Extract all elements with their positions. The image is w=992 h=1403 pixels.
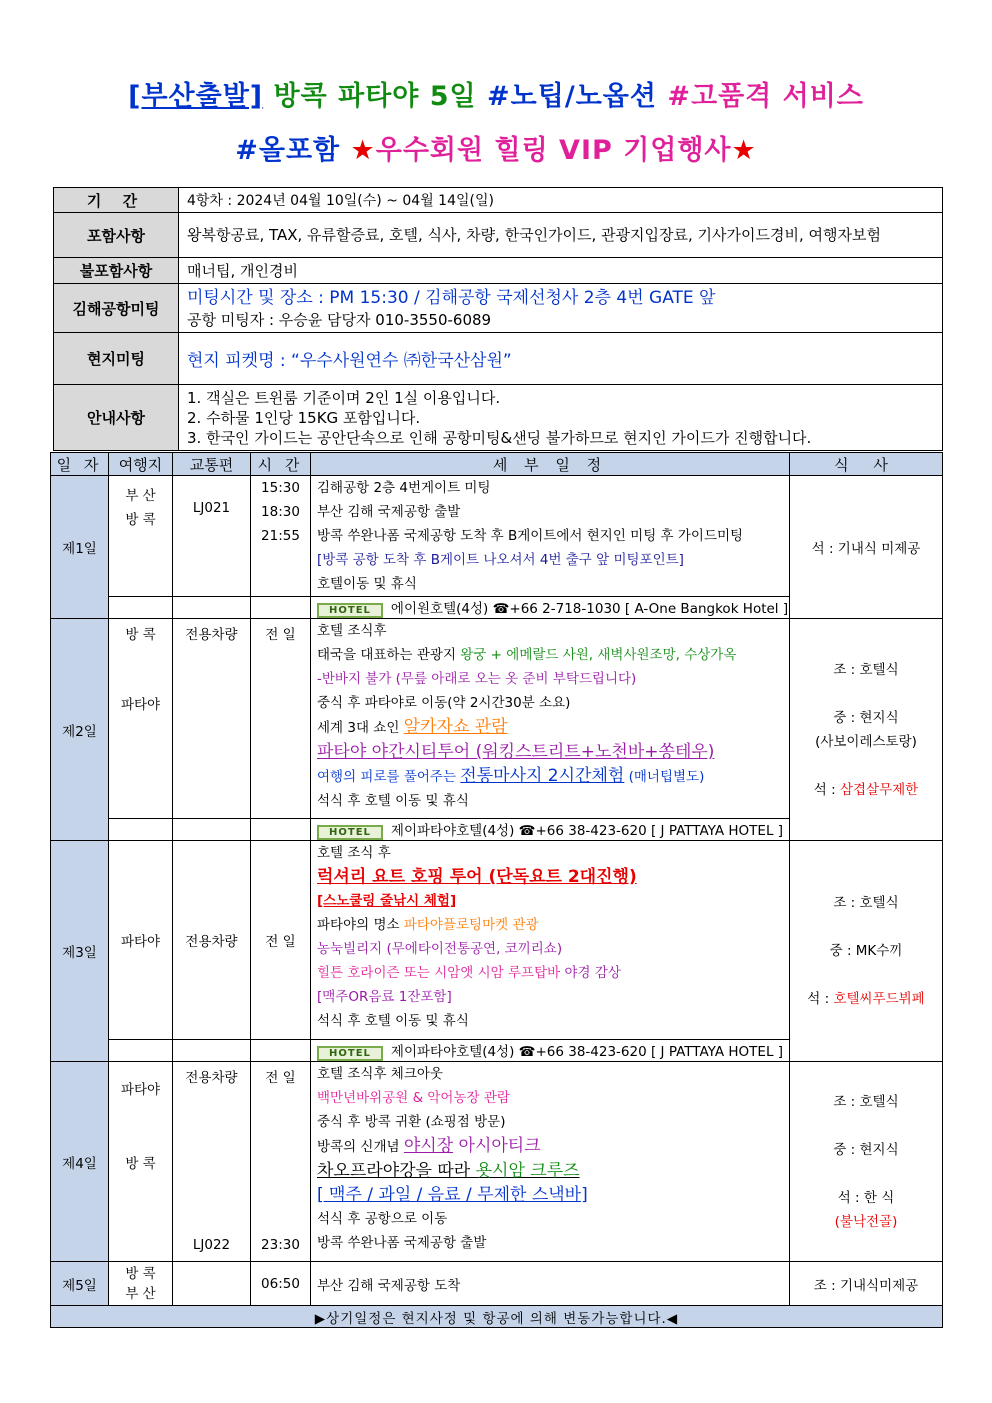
local-picket: 현지 피켓명 : “우수사원연수 ㈜한국산삼원”	[179, 333, 943, 385]
day3-place: 파타야	[109, 841, 173, 1040]
day2-detail: 세계 3대 쇼인 알카자쇼 관람	[317, 717, 508, 737]
day4-detail: 백만년바위공원 & 악어농장 관람	[317, 1090, 510, 1106]
day1-place: 부 산	[125, 488, 156, 504]
hotel-icon: HOTEL	[317, 825, 383, 840]
hotel-icon: HOTEL	[317, 1046, 383, 1061]
footer-row	[51, 1306, 943, 1328]
day4-detail: 석식 후 공항으로 이동	[317, 1211, 448, 1227]
day4-detail: 방콕 쑤완나폼 국제공항 출발	[317, 1235, 487, 1251]
included-label: 포함사항	[54, 213, 179, 258]
day5-place: 방 콕	[125, 1265, 156, 1282]
period-row	[54, 188, 943, 213]
title-vip: 우수회원 힐링 VIP 기업행사	[375, 135, 732, 166]
title-route: 방콕 파타야 5일	[273, 81, 477, 112]
day1-detail: [방콕 공항 도착 후 B게이트 나오셔서 4번 출구 앞 미팅포인트]	[317, 552, 684, 568]
day5-meal: 조 : 기내식미제공	[790, 1262, 943, 1306]
airport-label: 김해공항미팅	[54, 284, 179, 333]
schedule-header	[51, 453, 943, 476]
day3-detail: 힐튼 호라이즌 또는 시암앳 시암 루프탑바 야경 감상	[317, 965, 621, 981]
day4-meal: 중 : 현지식	[833, 1141, 899, 1158]
day1-label: 제1일	[51, 476, 109, 619]
day3-detail: [스노쿨링 줄낚시 체험]	[317, 893, 457, 909]
day2-meal: (사보이레스토랑)	[815, 733, 917, 750]
day5-time: 06:50	[251, 1262, 311, 1306]
day4-row	[51, 1062, 943, 1262]
day4-place: 파타야	[120, 1082, 161, 1098]
day4-time: 전 일	[265, 1070, 296, 1086]
notice-label: 안내사항	[54, 385, 179, 451]
day5-label: 제5일	[51, 1262, 109, 1306]
header-time: 시 간	[251, 453, 311, 476]
day2-detail: 여행의 피로를 풀어주는 전통마사지 2시간체험 (매너팁별도)	[317, 766, 705, 786]
day1-hotel: 에이원호텔(4성) ☎+66 2-718-1030 [ A-One Bangkok Hotel ]	[390, 601, 789, 617]
day3-transport: 전용차량	[173, 841, 251, 1040]
day3-detail: 석식 후 호텔 이동 및 휴식	[317, 1013, 469, 1029]
day2-hotel: 제이파타야호텔(4성) ☎+66 38-423-620 [ J PATTAYA HOTEL ]	[390, 823, 784, 839]
title-no-tip: #노팁/노옵션	[487, 81, 657, 112]
day2-detail: 석식 후 호텔 이동 및 휴식	[317, 793, 469, 809]
day3-detail: 럭셔리 요트 호핑 투어 (단독요트 2대진행)	[317, 867, 637, 887]
day2-time: 전 일	[251, 619, 311, 819]
day3-detail: [맥주OR음료 1잔포함]	[317, 989, 452, 1005]
day4-detail: [ 맥주 / 과일 / 음료 / 무제한 스낵바]	[317, 1185, 588, 1205]
day2-meal: 중 : 현지식	[833, 709, 899, 726]
day1-detail: 부산 김해 국제공항 출발	[317, 504, 461, 520]
day4-flight: LJ022	[192, 1237, 231, 1253]
excluded-row	[54, 258, 943, 284]
day2-detail: 중식 후 파타야로 이동(약 2시간30분 소요)	[317, 695, 571, 711]
local-label: 현지미팅	[54, 333, 179, 385]
day3-row	[51, 841, 943, 1040]
notice-row	[54, 385, 943, 451]
day4-meal: 석 : 한 식	[837, 1189, 895, 1206]
day5-detail: 부산 김해 국제공항 도착	[311, 1262, 790, 1306]
day5-row	[51, 1262, 943, 1306]
day2-detail: 호텔 조식후	[317, 623, 387, 639]
day3-meal: 석 : 호텔씨푸드뷔페	[807, 991, 925, 1007]
title-line-1	[0, 74, 992, 113]
header-transport: 교통편	[173, 453, 251, 476]
title-all-inclusive: #올포함	[235, 135, 341, 166]
day3-meal: 중 : MK수끼	[829, 943, 903, 959]
day3-detail: 농눅빌리지 (무에타이전통공연, 코끼리쇼)	[317, 941, 563, 957]
day1-detail: 호텔이동 및 휴식	[317, 576, 417, 592]
local-row	[54, 333, 943, 385]
day2-detail: 태국을 대표하는 관광지 왕궁 + 에메랄드 사원, 새벽사원조망, 수상가옥	[317, 647, 737, 663]
airport-meeting-place: 미팅시간 및 장소 : PM 15:30 / 김해공항 국제선청사 2층 4번 GATE 앞	[187, 288, 716, 308]
included-value: 왕복항공료, TAX, 유류할증료, 호텔, 식사, 차량, 한국인가이드, 관광지입장료, 기사가이드경비, 여행자보험	[179, 213, 943, 258]
day1-detail: 방콕 쑤완나폼 국제공항 도착 후 B게이트에서 현지인 미팅 후 가이드미팅	[317, 528, 744, 544]
day2-detail: 파타야 야간시티투어 (워킹스트리트+노천바+쏭테우)	[317, 742, 715, 762]
info-table	[53, 187, 943, 451]
day4-detail: 방콕의 신개념 야시장 아시아티크	[317, 1136, 541, 1156]
day1-time: 15:30	[261, 480, 300, 496]
notice-item: 3. 한국인 가이드는 공안단속으로 인해 공항미팅&샌딩 불가하므로 현지인 가이드가 진행합니다.	[187, 428, 812, 447]
schedule-table	[50, 452, 943, 1328]
day4-transport: 전용차량	[185, 1070, 238, 1086]
star-icon: ★	[731, 135, 757, 166]
notice-item: 2. 수하물 1인당 15KG 포함입니다.	[187, 408, 421, 427]
day3-detail: 호텔 조식 후	[317, 845, 391, 861]
footer-note: ▶상기일정은 현지사정 및 항공에 의해 변동가능합니다.◀	[51, 1306, 943, 1328]
day2-detail: -반바지 불가 (무릎 아래로 오는 옷 준비 부탁드립니다)	[317, 671, 637, 687]
day2-transport: 전용차량	[173, 619, 251, 819]
title-line-2	[0, 128, 992, 167]
day1-meal: 석 : 기내식 미제공	[790, 476, 943, 619]
day2-meal: 조 : 호텔식	[833, 661, 899, 678]
header-detail: 세 부 일 정	[311, 453, 790, 476]
day1-row	[51, 476, 943, 597]
excluded-label: 불포함사항	[54, 258, 179, 284]
airport-row	[54, 284, 943, 333]
header-day: 일 자	[51, 453, 109, 476]
title-premium: #고품격 서비스	[667, 81, 864, 112]
day3-label: 제3일	[51, 841, 109, 1062]
day4-detail: 중식 후 방콕 귀환 (쇼핑점 방문)	[317, 1114, 506, 1130]
day1-flight: LJ021	[173, 476, 251, 597]
star-icon: ★	[350, 135, 376, 166]
day5-place: 부 산	[125, 1285, 156, 1302]
day2-meal: 석 : 삼겹살무제한	[813, 781, 919, 798]
hotel-icon: HOTEL	[317, 603, 383, 618]
day1-time: 18:30	[261, 504, 300, 520]
day2-label: 제2일	[51, 619, 109, 841]
day4-detail: 호텔 조식후 체크아웃	[317, 1066, 443, 1082]
day3-meal: 조 : 호텔식	[833, 895, 899, 911]
day2-row	[51, 619, 943, 819]
included-row	[54, 213, 943, 258]
notice-item: 1. 객실은 트윈룸 기준이며 2인 1실 이용입니다.	[187, 388, 501, 407]
day4-label: 제4일	[51, 1062, 109, 1262]
header-place: 여행지	[109, 453, 173, 476]
day4-detail: 차오프라야강을 따라 욧시암 크루즈	[317, 1161, 580, 1181]
header-meal: 식 사	[790, 453, 943, 476]
day4-meal: 조 : 호텔식	[833, 1093, 899, 1110]
excluded-value: 매너팁, 개인경비	[179, 258, 943, 284]
day1-detail: 김해공항 2층 4번게이트 미팅	[317, 480, 491, 496]
airport-contact: 공항 미팅자 : 우승윤 담당자 010-3550-6089	[187, 311, 492, 329]
title-departure: [부산출발]	[128, 81, 264, 112]
day3-time: 전 일	[251, 841, 311, 1040]
day3-detail: 파타야의 명소 파타야플로팅마켓 관광	[317, 917, 539, 933]
day1-time: 21:55	[261, 528, 300, 544]
day1-place: 방 콕	[125, 512, 156, 528]
period-value: 4항차 : 2024년 04월 10일(수) ~ 04월 14일(일)	[179, 188, 943, 213]
day2-place: 방 콕	[125, 627, 156, 643]
day4-time: 23:30	[261, 1237, 300, 1253]
day4-place: 방 콕	[125, 1156, 156, 1172]
period-label: 기 간	[54, 188, 179, 213]
day3-hotel: 제이파타야호텔(4성) ☎+66 38-423-620 [ J PATTAYA HOTEL ]	[390, 1044, 784, 1060]
day2-place: 파타야	[120, 697, 161, 713]
day4-meal: (불낙전골)	[834, 1213, 898, 1230]
